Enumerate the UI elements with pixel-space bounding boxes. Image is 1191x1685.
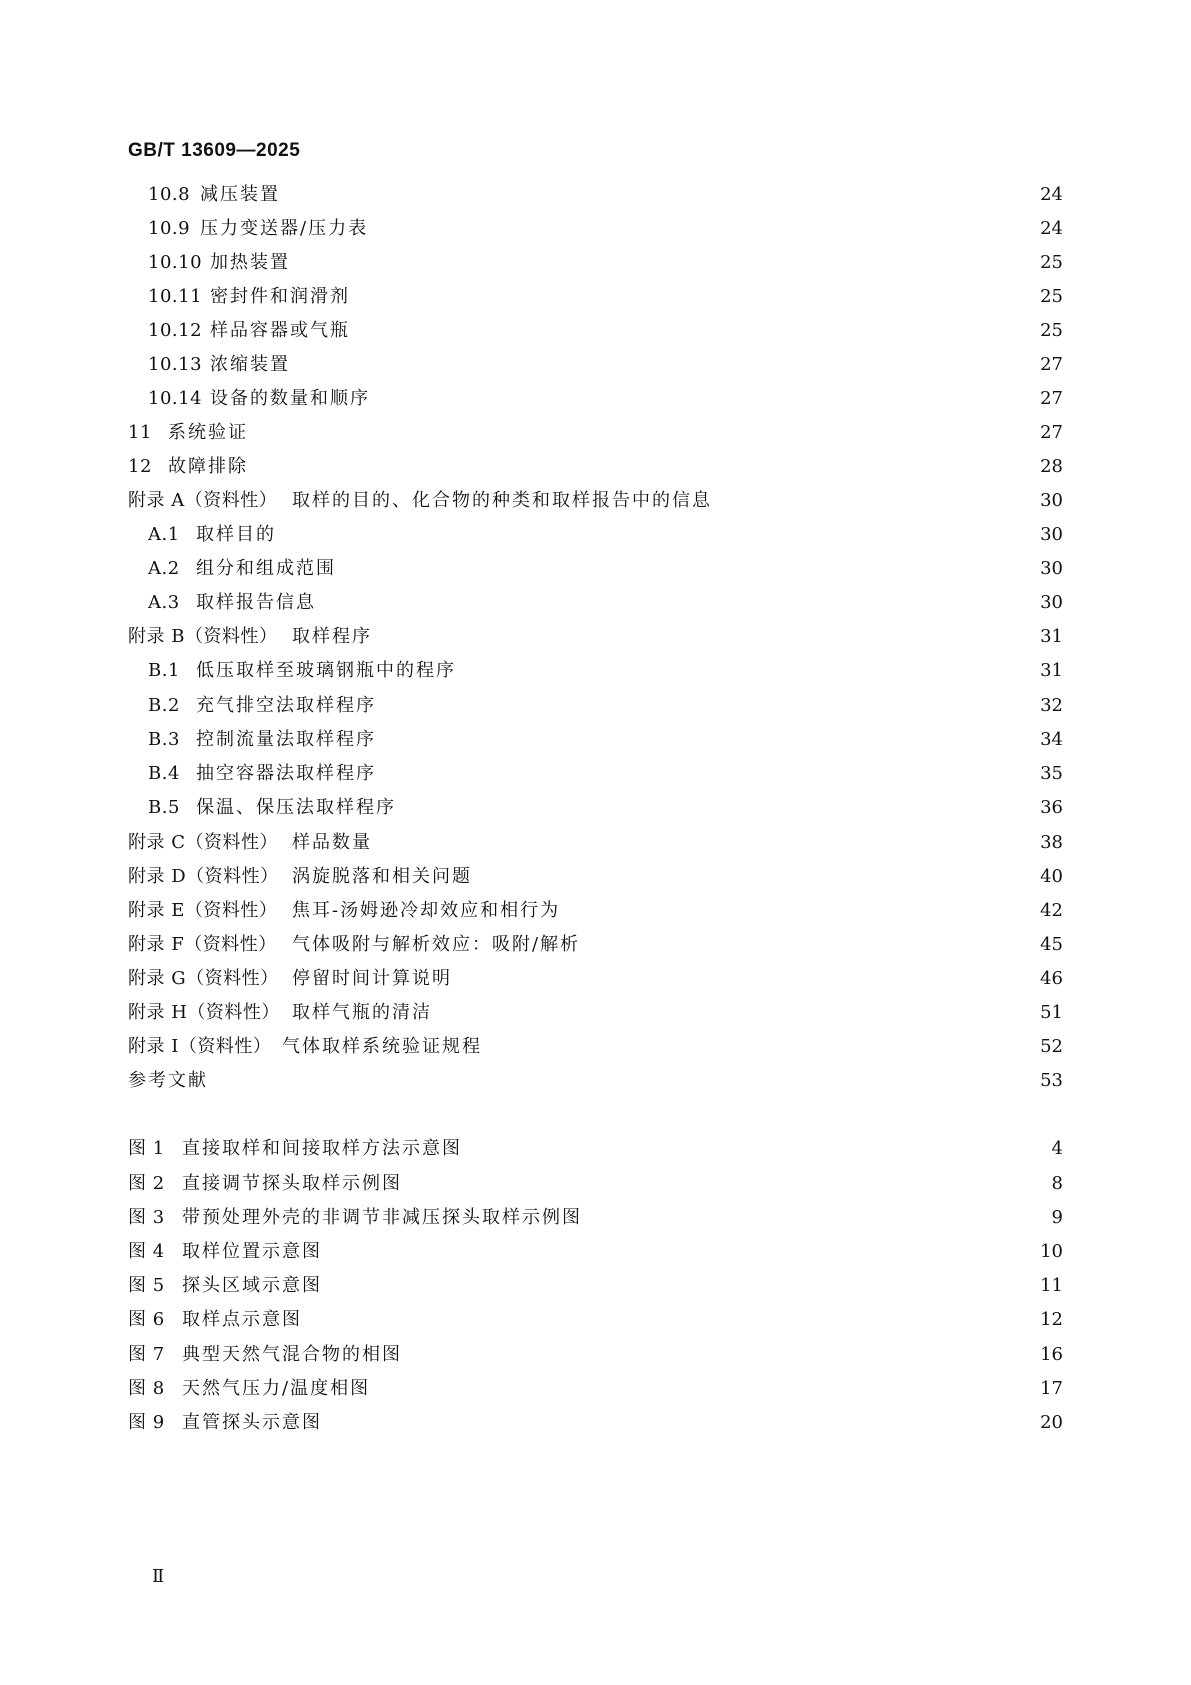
entry-title: 抽空容器法取样程序 (196, 763, 376, 784)
toc-entry[interactable] (148, 725, 1063, 755)
entry-title: 故障排除 (168, 456, 248, 477)
dot-leader (720, 486, 1034, 516)
toc-entry[interactable] (148, 248, 1063, 278)
entry-page-number: 27 (1040, 388, 1063, 409)
dot-leader (588, 930, 1034, 960)
entry-page-number: 25 (1040, 286, 1063, 307)
entry-title: 涡旋脱落和相关问题 (292, 866, 472, 887)
entry-number: 图 4 (128, 1241, 165, 1262)
toc-entry[interactable] (128, 486, 1063, 516)
entry-number: 附录 C（资料性） (128, 832, 278, 853)
entry-title: 典型天然气混合物的相图 (182, 1344, 402, 1365)
dot-leader (256, 452, 1034, 482)
dot-leader (590, 1203, 1037, 1233)
toc-entry[interactable] (148, 793, 1063, 823)
dot-leader (440, 998, 1034, 1028)
figure-entry[interactable] (128, 1134, 1063, 1164)
entry-number: 10.8 (148, 184, 191, 205)
entry-title: 气体取样系统验证规程 (282, 1036, 482, 1057)
entry-page-number: 45 (1040, 934, 1063, 955)
toc-entry[interactable] (128, 862, 1063, 892)
entry-number: A.1 (148, 524, 180, 545)
entry-title: 浓缩装置 (210, 354, 290, 375)
dot-leader (470, 1134, 1037, 1164)
entry-page-number: 27 (1040, 354, 1063, 375)
entry-number: 图 3 (128, 1207, 165, 1228)
entry-title: 参考文献 (128, 1070, 208, 1091)
dot-leader (284, 520, 1034, 550)
entry-title: 探头区域示意图 (182, 1275, 322, 1296)
entry-page-number: 51 (1040, 1002, 1063, 1023)
figure-entry[interactable] (128, 1237, 1063, 1267)
entry-page-number: 30 (1040, 558, 1063, 579)
figure-entry[interactable] (128, 1169, 1063, 1199)
entry-page-number: 24 (1040, 218, 1063, 239)
dot-leader (298, 248, 1034, 278)
entry-title: 取样点示意图 (182, 1309, 302, 1330)
toc-entry[interactable] (148, 588, 1063, 618)
dot-leader (324, 588, 1034, 618)
toc-entry[interactable] (148, 282, 1063, 312)
toc-entry[interactable] (128, 1066, 1063, 1096)
entry-number: 图 7 (128, 1344, 165, 1365)
entry-title: 焦耳-汤姆逊冷却效应和相行为 (292, 900, 561, 921)
toc-entry[interactable] (148, 316, 1063, 346)
entry-number: 附录 D（资料性） (128, 866, 279, 887)
entry-number: 10.12 (148, 320, 203, 341)
dot-leader (378, 384, 1034, 414)
entry-page-number: 38 (1040, 832, 1063, 853)
toc-entry[interactable] (148, 350, 1063, 380)
entry-page-number: 27 (1040, 422, 1063, 443)
toc-entry[interactable] (128, 418, 1063, 448)
toc-entry[interactable] (128, 828, 1063, 858)
toc-entry[interactable] (128, 998, 1063, 1028)
entry-title: 取样目的 (196, 524, 276, 545)
entry-number: B.3 (148, 729, 180, 750)
dot-leader (330, 1271, 1034, 1301)
entry-number: 10.9 (148, 218, 191, 239)
entry-number: B.2 (148, 695, 180, 716)
entry-number: B.1 (148, 660, 180, 681)
entry-page-number: 31 (1040, 660, 1063, 681)
entry-page-number: 25 (1040, 320, 1063, 341)
dot-leader (380, 828, 1034, 858)
figure-entry[interactable] (128, 1374, 1063, 1404)
dot-leader (380, 622, 1034, 652)
entry-title: 低压取样至玻璃钢瓶中的程序 (196, 660, 456, 681)
entry-page-number: 28 (1040, 456, 1063, 477)
entry-page-number: 10 (1040, 1241, 1063, 1262)
entry-page-number: 9 (1051, 1207, 1063, 1228)
toc-entry[interactable] (128, 1032, 1063, 1062)
entry-page-number: 31 (1040, 626, 1063, 647)
toc-entry[interactable] (148, 520, 1063, 550)
entry-page-number: 4 (1051, 1138, 1063, 1159)
entry-title: 取样气瓶的清洁 (292, 1002, 432, 1023)
document-number: GB/T 13609—2025 (128, 140, 301, 161)
entry-number: 图 2 (128, 1173, 165, 1194)
entry-number: A.3 (148, 592, 180, 613)
dot-leader (384, 759, 1034, 789)
dot-leader (330, 1408, 1034, 1438)
dot-leader (216, 1066, 1034, 1096)
entry-title: 设备的数量和顺序 (210, 388, 370, 409)
entry-number: 12 (128, 456, 152, 477)
entry-number: 附录 H（资料性） (128, 1002, 280, 1023)
entry-title: 系统验证 (168, 422, 248, 443)
entry-page-number: 24 (1040, 184, 1063, 205)
toc-entry[interactable] (148, 759, 1063, 789)
entry-page-number: 20 (1040, 1412, 1063, 1433)
entry-title: 减压装置 (200, 184, 280, 205)
entry-title: 加热装置 (210, 252, 290, 273)
entry-number: 附录 E（资料性） (128, 900, 278, 921)
toc-entry[interactable] (148, 214, 1063, 244)
entry-page-number: 25 (1040, 252, 1063, 273)
entry-title: 样品数量 (292, 832, 372, 853)
entry-page-number: 12 (1040, 1309, 1063, 1330)
entry-number: 10.10 (148, 252, 203, 273)
entry-number: 11 (128, 422, 152, 443)
entry-page-number: 17 (1040, 1378, 1063, 1399)
figure-entry[interactable] (128, 1203, 1063, 1233)
entry-title: 密封件和润滑剂 (210, 286, 350, 307)
entry-title: 直接调节探头取样示例图 (182, 1173, 402, 1194)
figure-entry[interactable] (128, 1305, 1063, 1335)
figure-entry[interactable] (128, 1340, 1063, 1370)
dot-leader (256, 418, 1034, 448)
entry-title: 取样报告信息 (196, 592, 316, 613)
toc-entry[interactable] (148, 180, 1063, 210)
entry-page-number: 30 (1040, 592, 1063, 613)
toc-entry[interactable] (128, 622, 1063, 652)
toc-entry[interactable] (128, 896, 1063, 926)
toc-entry[interactable] (148, 554, 1063, 584)
figure-entry[interactable] (128, 1271, 1063, 1301)
dot-leader (568, 896, 1034, 926)
dot-leader (410, 1340, 1034, 1370)
entry-page-number: 8 (1051, 1173, 1063, 1194)
entry-title: 气体吸附与解析效应：吸附/解析 (292, 934, 581, 955)
entry-page-number: 40 (1040, 866, 1063, 887)
dot-leader (330, 1237, 1034, 1267)
entry-title: 控制流量法取样程序 (196, 729, 376, 750)
dot-leader (460, 964, 1034, 994)
entry-title: 组分和组成范围 (196, 558, 336, 579)
figure-entry[interactable] (128, 1408, 1063, 1438)
entry-title: 天然气压力/温度相图 (182, 1378, 371, 1399)
dot-leader (490, 1032, 1034, 1062)
dot-leader (404, 793, 1034, 823)
entry-page-number: 52 (1040, 1036, 1063, 1057)
entry-page-number: 42 (1040, 900, 1063, 921)
entry-number: 附录 A（资料性） (128, 490, 278, 511)
entry-number: 图 5 (128, 1275, 165, 1296)
dot-leader (288, 180, 1034, 210)
entry-number: 10.11 (148, 286, 203, 307)
entry-page-number: 11 (1040, 1275, 1063, 1296)
toc-entry[interactable] (128, 930, 1063, 960)
entry-page-number: 32 (1040, 695, 1063, 716)
entry-number: 图 6 (128, 1309, 165, 1330)
entry-number: 图 8 (128, 1378, 165, 1399)
entry-number: B.4 (148, 763, 180, 784)
entry-title: 压力变送器/压力表 (200, 218, 369, 239)
entry-number: 10.14 (148, 388, 203, 409)
entry-number: 10.13 (148, 354, 203, 375)
entry-page-number: 35 (1040, 763, 1063, 784)
dot-leader (384, 691, 1034, 721)
entry-title: 保温、保压法取样程序 (196, 797, 396, 818)
dot-leader (378, 1374, 1034, 1404)
entry-page-number: 30 (1040, 524, 1063, 545)
dot-leader (376, 214, 1034, 244)
entry-number: 附录 B（资料性） (128, 626, 278, 647)
dot-leader (358, 316, 1034, 346)
toc-entry[interactable] (128, 964, 1063, 994)
dot-leader (464, 656, 1034, 686)
entry-title: 取样位置示意图 (182, 1241, 322, 1262)
entry-page-number: 36 (1040, 797, 1063, 818)
entry-title: 取样的目的、化合物的种类和取样报告中的信息 (292, 490, 712, 511)
dot-leader (480, 862, 1034, 892)
entry-title: 取样程序 (292, 626, 372, 647)
entry-title: 停留时间计算说明 (292, 968, 452, 989)
toc-entry[interactable] (148, 691, 1063, 721)
entry-title: 直管探头示意图 (182, 1412, 322, 1433)
dot-leader (298, 350, 1034, 380)
entry-title: 带预处理外壳的非调节非减压探头取样示例图 (182, 1207, 582, 1228)
entry-page-number: 53 (1040, 1070, 1063, 1091)
dot-leader (384, 725, 1034, 755)
dot-leader (344, 554, 1034, 584)
toc-entry[interactable] (148, 384, 1063, 414)
toc-entry[interactable] (128, 452, 1063, 482)
entry-number: A.2 (148, 558, 180, 579)
entry-title: 直接取样和间接取样方法示意图 (182, 1138, 462, 1159)
entry-page-number: 16 (1040, 1344, 1063, 1365)
entry-page-number: 30 (1040, 490, 1063, 511)
entry-page-number: 46 (1040, 968, 1063, 989)
entry-number: 图 9 (128, 1412, 165, 1433)
entry-number: 附录 G（资料性） (128, 968, 279, 989)
page-number: Ⅱ (152, 1566, 165, 1587)
toc-entry[interactable] (148, 656, 1063, 686)
entry-number: 图 1 (128, 1138, 165, 1159)
dot-leader (410, 1169, 1037, 1199)
entry-title: 充气排空法取样程序 (196, 695, 376, 716)
entry-number: B.5 (148, 797, 180, 818)
entry-number: 附录 F（资料性） (128, 934, 277, 955)
entry-title: 样品容器或气瓶 (210, 320, 350, 341)
entry-number: 附录 I（资料性） (128, 1036, 272, 1057)
dot-leader (310, 1305, 1034, 1335)
entry-page-number: 34 (1040, 729, 1063, 750)
dot-leader (358, 282, 1034, 312)
